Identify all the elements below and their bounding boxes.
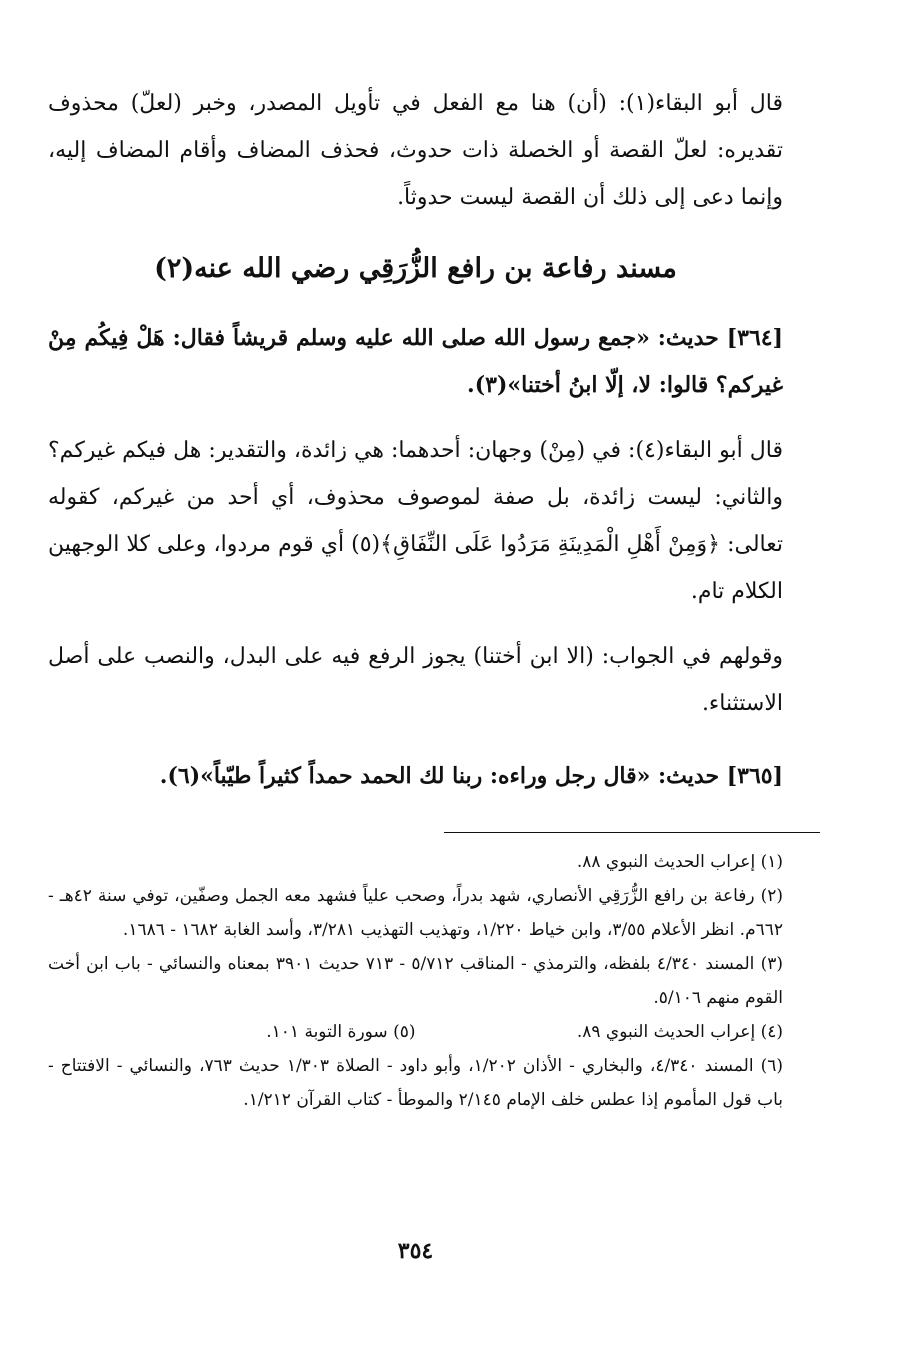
page-body [48,80,783,1290]
footnote-1: (١) إعراب الحديث النبوي ٨٨. [576,852,783,872]
footnote-3: (٣) المسند ٤/٣٤٠ بلفظه، والترمذي - المناقب ٥/٧١٢ - ٧١٣ حديث ٣٩٠١ بمعناه والنسائي - باب ابن أخت القوم منهم ٥/١٠٦. [48,954,783,1008]
paragraph-answer-analysis: وقولهم في الجواب: (الا ابن أختنا) يجوز الرفع فيه على البدل، والنصب على أصل الاستثناء. [48,644,783,716]
section-heading-musnad-rifaa: مسند رفاعة بن رافع الزُّرَقِي رضي الله عنه(٢) [154,253,677,284]
footnote-row-4-5 [48,1015,783,1049]
footnote-5: (٥) سورة التوبة ١٠١. [266,1022,416,1042]
footnote-separator [444,832,820,833]
hadith-365: [٣٦٥] حديث: «قال رجل وراءه: ربنا لك الحمد حمداً كثيراً طيّباً»(٦). [159,763,783,789]
paragraph-abu-al-baqa-1: قال أبو البقاء(١): (أن) هنا مع الفعل في تأويل المصدر، وخبر (لعلّ) محذوف تقديره: لعلّ القصة أو الخصلة ذات حدوث، فحذف المضاف وأقام المضاف إليه، وإنما دعى إلى ذلك أن القصة ليست حدوثاً. [48,91,783,210]
footnote-2: (٢) رفاعة بن رافع الزُّرَقِي الأنصاري، شهد بدراً، وصحب علياً فشهد معه الجمل وصفّين، توفي سنة ٤٢هـ - ٦٦٢م. انظر الأعلام ٣/٥٥، وابن خياط ١/٢٢٠، وتهذيب التهذيب ٣/٢٨١، وأسد الغابة ١٦٨٢ - ١٦٨٦. [48,886,783,940]
footnotes-section [48,845,783,1117]
paragraph-abu-al-baqa-2: قال أبو البقاء(٤): في (مِنْ) وجهان: أحدهما: هي زائدة، والتقدير: هل فيكم غيركم؟ والثاني: ليست زائدة، بل صفة لموصوف محذوف، أي أحد من غيركم، كقوله تعالى: ﴿وَمِنْ أَهْلِ الْمَدِينَةِ مَرَدُوا عَلَى النِّفَاقِ﴾(٥) أي قوم مردوا، وعلى كلا الوجهين الكلام تام. [48,438,783,604]
footnote-4: (٤) إعراب الحديث النبوي ٨٩. [576,1022,783,1042]
footnote-6: (٦) المسند ٤/٣٤٠، والبخاري - الأذان ١/٢٠٢، وأبو داود - الصلاة ١/٣٠٣ حديث ٧٦٣، والنسائي - الافتتاح - باب قول المأموم إذا عطس خلف الإمام ٢/١٤٥ والموطأ - كتاب القرآن ١/٢١٢. [48,1056,783,1110]
page-number: ٣٥٤ [397,1238,434,1264]
hadith-364: [٣٦٤] حديث: «جمع رسول الله صلى الله عليه وسلم قريشاً فقال: هَلْ فِيكُم مِنْ غيركم؟ قالوا: لا، إلّا ابنُ أختنا»(٣). [48,325,783,398]
